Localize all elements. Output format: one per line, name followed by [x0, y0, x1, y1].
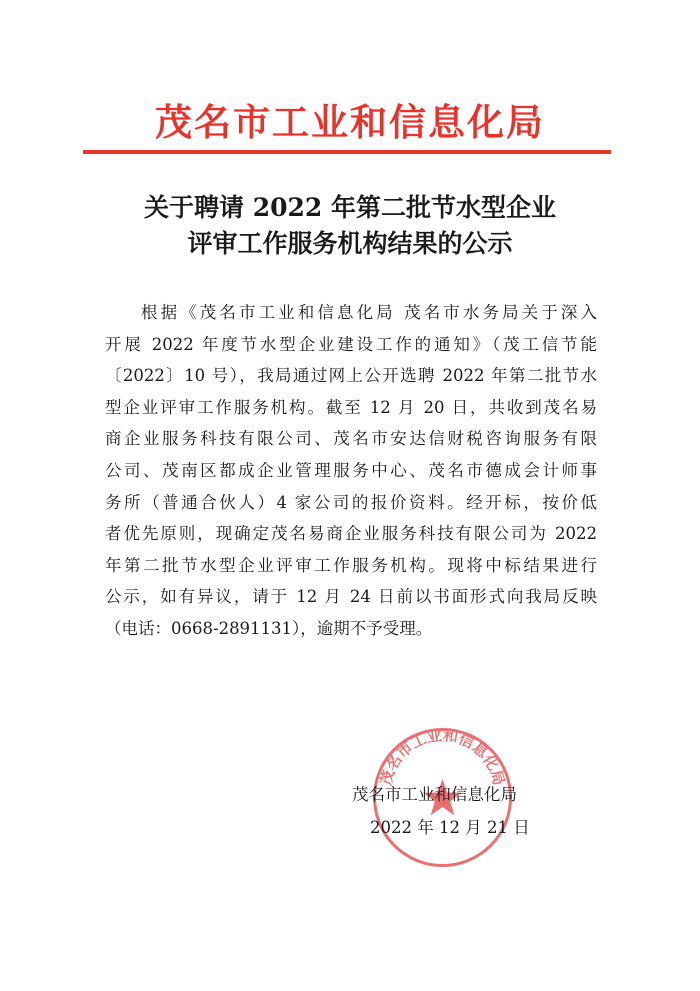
signature-block	[352, 778, 530, 844]
document-body	[105, 297, 597, 645]
signature-organization: 茂名市工业和信息化局	[352, 785, 517, 804]
body-line: 商企业服务科技有限公司、茂名市安达信财税咨询服务有限	[105, 429, 597, 449]
letterhead-title: 茂名市工业和信息化局	[155, 101, 545, 144]
body-line: 者优先原则，现确定茂名易商企业服务科技有限公司为 2022	[105, 524, 597, 544]
seal-arc-text: 茂名市工业和信息化局	[376, 726, 509, 788]
body-line: 年第二批节水型企业评审工作服务机构。现将中标结果进行	[105, 555, 597, 575]
body-line: 型企业评审工作服务机构。截至 12 月 20 日，共收到茂名易	[105, 397, 597, 417]
body-line: 根据《茂名市工业和信息化局 茂名市水务局关于深入	[141, 303, 597, 322]
signature-date: 2022 年 12 月 21 日	[370, 818, 530, 837]
body-line: 公示，如有异议，请于 12 月 24 日前以书面形式向我局反映	[105, 587, 597, 607]
body-line: （电话：0668-2891131），逾期不予受理。	[105, 618, 433, 638]
document-title	[0, 190, 700, 262]
letterhead-red-rule	[83, 150, 611, 154]
body-line: 开展 2022 年度节水型企业建设工作的通知》（茂工信节能	[105, 334, 597, 354]
document-title-line-2: 评审工作服务机构结果的公示	[187, 229, 513, 258]
document-title-line-1: 关于聘请 2022 年第二批节水型企业	[144, 193, 556, 222]
body-line: 务所（普通合伙人）4 家公司的报价资料。经开标，按价低	[105, 492, 597, 512]
body-line: 〔2022〕10 号），我局通过网上公开选聘 2022 年第二批节水	[105, 366, 597, 386]
body-line: 公司、茂南区都成企业管理服务中心、茂名市德成会计师事	[105, 460, 597, 480]
